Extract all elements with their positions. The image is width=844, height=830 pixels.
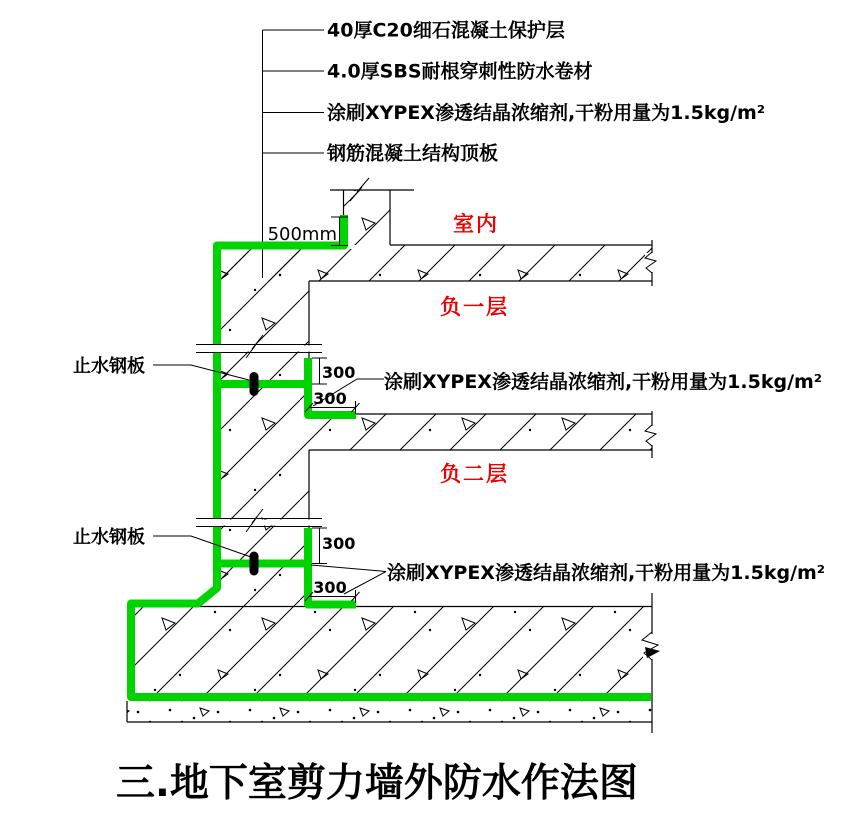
legend-label-roof-slab: 钢筋混凝土结构顶板 bbox=[327, 142, 499, 165]
j1-vertical-dim-text: 300 bbox=[322, 363, 356, 382]
blinding-cushion-section bbox=[127, 701, 652, 722]
drawing-title: 三.地下室剪力墙外防水作法图 bbox=[116, 761, 638, 806]
waterstop-1-label: 止水钢板 bbox=[73, 356, 145, 377]
base-slab-section bbox=[127, 606, 652, 697]
j2-vertical-dim-text: 300 bbox=[322, 534, 356, 553]
room-label-b1: 负一层 bbox=[440, 295, 509, 319]
room-label-indoor: 室内 bbox=[453, 212, 499, 236]
legend-labels bbox=[326, 19, 765, 165]
dimension-upstand bbox=[268, 217, 348, 246]
legend-label-protection: 40厚C20细石混凝土保护层 bbox=[327, 19, 565, 42]
break-band-2-gap bbox=[196, 520, 322, 526]
legend-label-xypex: 涂刷XYPEX渗透结晶浓缩剂,干粉用量为1.5kg/m² bbox=[327, 102, 766, 124]
waterstop-plate-1 bbox=[250, 372, 259, 396]
middle-slab-section bbox=[309, 414, 652, 450]
xypex-mid-label: 涂刷XYPEX渗透结晶浓缩剂,干粉用量为1.5kg/m² bbox=[384, 371, 823, 393]
upper-wall-section bbox=[344, 190, 391, 245]
xypex-low-label: 涂刷XYPEX渗透结晶浓缩剂,干粉用量为1.5kg/m² bbox=[387, 562, 826, 584]
j1-horizontal-dim-text: 300 bbox=[313, 389, 347, 408]
room-label-b2: 负二层 bbox=[440, 462, 509, 486]
waterstop-plate-2 bbox=[250, 552, 259, 576]
j2-horizontal-dim-text: 300 bbox=[313, 578, 347, 597]
dim-500-text: 500mm bbox=[267, 224, 337, 245]
break-band-1-gap bbox=[196, 346, 322, 352]
legend-label-sbs-membrane: 4.0厚SBS耐根穿刺性防水卷材 bbox=[327, 60, 593, 83]
concrete-sections bbox=[127, 190, 652, 722]
waterstop-2-label: 止水钢板 bbox=[73, 527, 145, 548]
